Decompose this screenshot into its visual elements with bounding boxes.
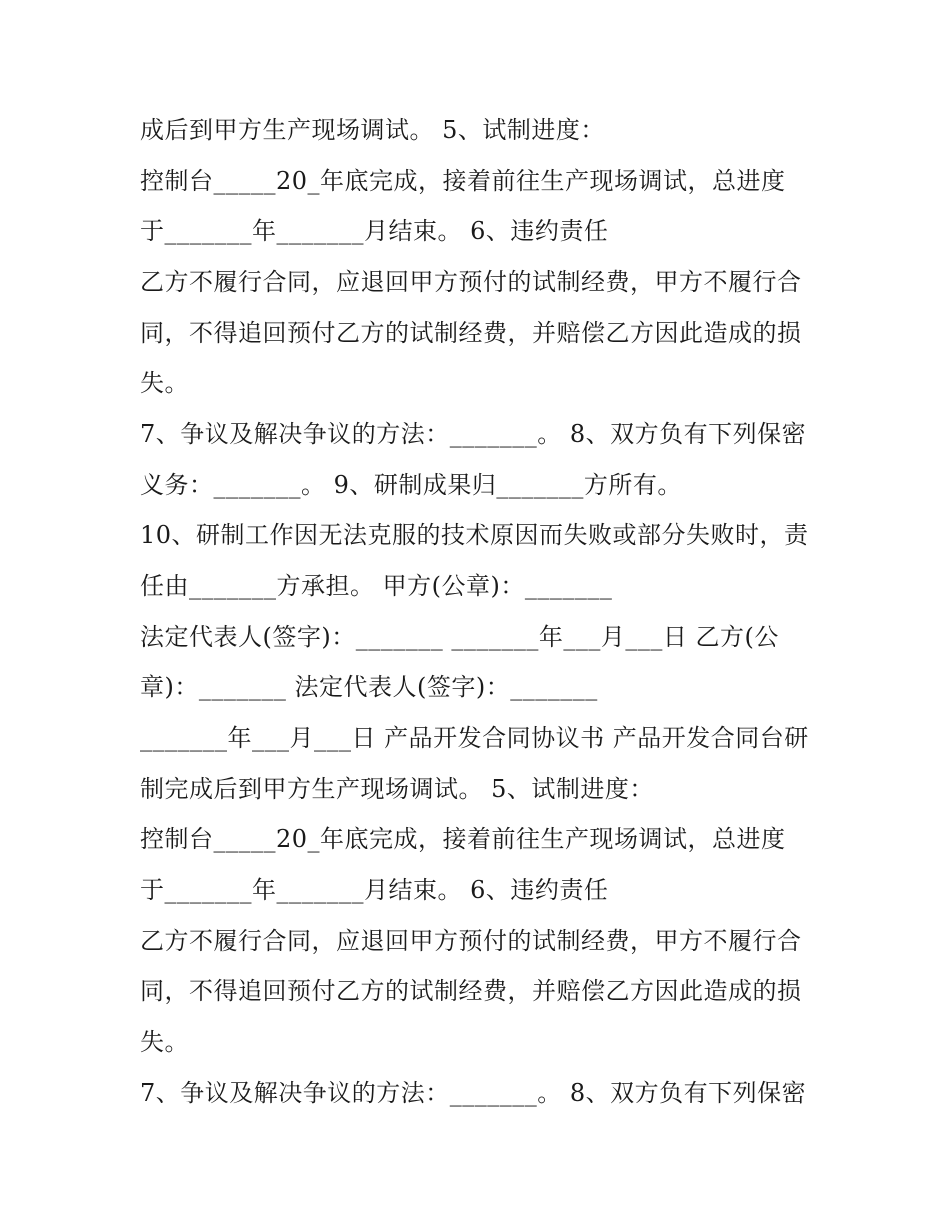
text-line: 乙方不履行合同，应退回甲方预付的试制经费，甲方不履行合 [140,927,802,955]
text-line: 任由_______方承担。 甲方(公章)：_______ [140,572,613,600]
text-line: 7、争议及解决争议的方法：_______。 8、双方负有下列保密 [140,1079,807,1107]
text-line: 法定代表人(签字)：_______ _______年___月___日 乙方(公 [140,623,779,651]
text-line: 制完成后到甲方生产现场调试。 5、试制进度： [140,775,654,803]
text-line: 同，不得追回预付乙方的试制经费，并赔偿乙方因此造成的损 [140,977,802,1005]
text-line: 乙方不履行合同，应退回甲方预付的试制经费，甲方不履行合 [140,268,802,296]
text-line: 失。 [140,369,189,397]
text-line: 失。 [140,1028,189,1056]
text-line: 10、研制工作因无法克服的技术原因而失败或部分失败时，责 [140,521,809,549]
text-line: 控制台_____20_年底完成，接着前往生产现场调试，总进度 [140,825,786,853]
text-line: 7、争议及解决争议的方法：_______。 8、双方负有下列保密 [140,420,807,448]
text-line: 同，不得追回预付乙方的试制经费，并赔偿乙方因此造成的损 [140,319,802,347]
text-line: 于_______年_______月结束。 6、违约责任 [140,876,609,904]
text-line: 于_______年_______月结束。 6、违约责任 [140,217,609,245]
text-line: 义务：_______。 9、研制成果归_______方所有。 [140,471,682,499]
text-line: 章)：_______ 法定代表人(签字)：_______ [140,673,598,701]
text-line: _______年___月___日 产品开发合同协议书 产品开发合同台研 [140,724,809,752]
text-line: 控制台_____20_年底完成，接着前往生产现场调试，总进度 [140,167,786,195]
text-line: 成后到甲方生产现场调试。 5、试制进度： [140,116,605,144]
